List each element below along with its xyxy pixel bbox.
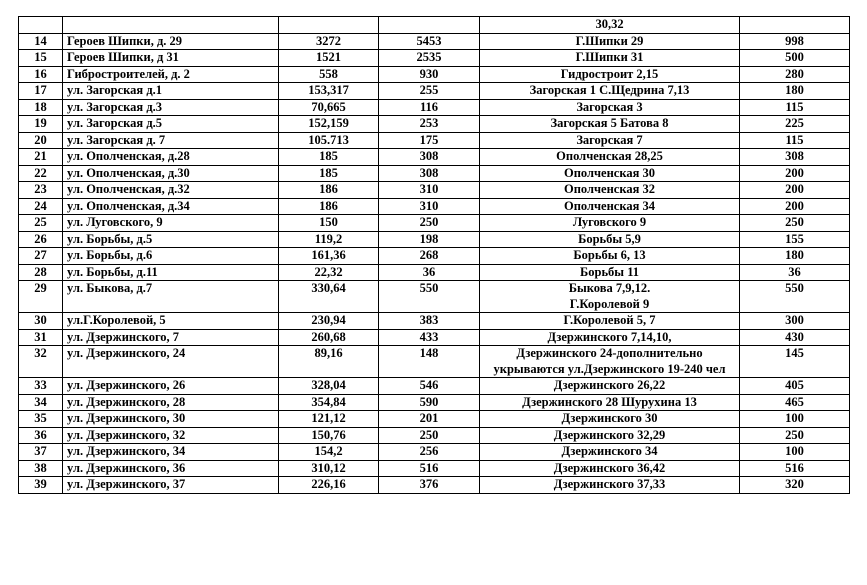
table-row	[19, 411, 850, 428]
table-row	[19, 477, 850, 494]
capacity-cell: 320	[740, 477, 850, 494]
capacity-cell: 200	[740, 198, 850, 215]
address-cell: ул. Борьбы, д.6	[63, 248, 279, 265]
residents-cell: 256	[379, 444, 480, 461]
shelter-cell: Борьбы 6, 13	[480, 248, 740, 265]
area-cell: 1521	[279, 50, 379, 67]
residents-cell: 546	[379, 378, 480, 395]
residents-cell: 383	[379, 313, 480, 330]
capacity-cell: 430	[740, 329, 850, 346]
address-cell: ул. Ополченская, д.34	[63, 198, 279, 215]
address-cell: ул. Дзержинского, 37	[63, 477, 279, 494]
shelter-cell: Ополченская 34	[480, 198, 740, 215]
area-cell: 150	[279, 215, 379, 232]
shelter-cell: Загорская 3	[480, 99, 740, 116]
shelter-cell: Г.Шипки 31	[480, 50, 740, 67]
area-cell: 89,16	[279, 346, 379, 378]
capacity-cell: 516	[740, 460, 850, 477]
row-number	[19, 17, 63, 34]
area-cell: 70,665	[279, 99, 379, 116]
residents-cell	[379, 17, 480, 34]
capacity-cell: 100	[740, 411, 850, 428]
row-number: 28	[19, 264, 63, 281]
residents-cell: 116	[379, 99, 480, 116]
address-cell: ул. Ополченская, д.30	[63, 165, 279, 182]
shelter-cell: Загорская 5 Батова 8	[480, 116, 740, 133]
area-cell: 328,04	[279, 378, 379, 395]
area-cell: 558	[279, 66, 379, 83]
row-number: 19	[19, 116, 63, 133]
capacity-cell: 145	[740, 346, 850, 378]
capacity-cell: 998	[740, 33, 850, 50]
shelter-cell: Дзержинского 30	[480, 411, 740, 428]
row-number: 23	[19, 182, 63, 199]
area-cell: 154,2	[279, 444, 379, 461]
address-cell: ул. Борьбы, д.11	[63, 264, 279, 281]
residents-cell: 36	[379, 264, 480, 281]
residents-cell: 516	[379, 460, 480, 477]
capacity-cell: 225	[740, 116, 850, 133]
row-number: 17	[19, 83, 63, 100]
table-row	[19, 394, 850, 411]
residents-cell: 590	[379, 394, 480, 411]
row-number: 33	[19, 378, 63, 395]
area-cell: 186	[279, 198, 379, 215]
row-number: 30	[19, 313, 63, 330]
capacity-cell: 280	[740, 66, 850, 83]
row-number: 16	[19, 66, 63, 83]
capacity-cell: 115	[740, 99, 850, 116]
residents-cell: 2535	[379, 50, 480, 67]
area-cell: 3272	[279, 33, 379, 50]
row-number: 32	[19, 346, 63, 378]
row-number: 15	[19, 50, 63, 67]
area-cell: 185	[279, 165, 379, 182]
row-number: 34	[19, 394, 63, 411]
row-number: 27	[19, 248, 63, 265]
residents-cell: 268	[379, 248, 480, 265]
address-cell: ул. Дзержинского, 26	[63, 378, 279, 395]
address-cell: ул. Ополченская, д.28	[63, 149, 279, 166]
shelter-cell: Дзержинского 34	[480, 444, 740, 461]
shelter-cell: Дзержинского 24-дополнительно укрываются ул.Дзержинского 19-240 чел	[480, 346, 740, 378]
residents-cell: 198	[379, 231, 480, 248]
capacity-cell: 308	[740, 149, 850, 166]
table-row	[19, 313, 850, 330]
table-row	[19, 116, 850, 133]
shelter-cell: Борьбы 11	[480, 264, 740, 281]
address-cell: Героев Шипки, д 31	[63, 50, 279, 67]
shelter-cell: Дзержинского 32,29	[480, 427, 740, 444]
area-cell: 330,64	[279, 281, 379, 313]
address-cell: ул. Борьбы, д.5	[63, 231, 279, 248]
shelter-cell: Быкова 7,9,12. Г.Королевой 9	[480, 281, 740, 313]
table-row	[19, 427, 850, 444]
shelter-table	[18, 16, 850, 494]
shelter-cell: Дзержинского 36,42	[480, 460, 740, 477]
area-cell	[279, 17, 379, 34]
document-sheet	[18, 16, 850, 494]
row-number: 36	[19, 427, 63, 444]
address-cell: ул. Дзержинского, 28	[63, 394, 279, 411]
residents-cell: 930	[379, 66, 480, 83]
table-row	[19, 215, 850, 232]
table-row	[19, 33, 850, 50]
shelter-cell: Загорская 7	[480, 132, 740, 149]
address-cell: ул. Ополченская, д.32	[63, 182, 279, 199]
residents-cell: 250	[379, 215, 480, 232]
shelter-cell: Борьбы 5,9	[480, 231, 740, 248]
residents-cell: 255	[379, 83, 480, 100]
table-row	[19, 346, 850, 378]
table-row	[19, 66, 850, 83]
capacity-cell	[740, 17, 850, 34]
table-row	[19, 182, 850, 199]
capacity-cell: 465	[740, 394, 850, 411]
address-cell	[63, 17, 279, 34]
shelter-cell: Дзержинского 26,22	[480, 378, 740, 395]
area-cell: 226,16	[279, 477, 379, 494]
row-number: 21	[19, 149, 63, 166]
table-row	[19, 231, 850, 248]
capacity-cell: 200	[740, 165, 850, 182]
residents-cell: 310	[379, 182, 480, 199]
residents-cell: 308	[379, 149, 480, 166]
address-cell: ул. Дзержинского, 24	[63, 346, 279, 378]
address-cell: ул. Дзержинского, 7	[63, 329, 279, 346]
address-cell: ул. Загорская д.5	[63, 116, 279, 133]
shelter-cell: Дзержинского 7,14,10,	[480, 329, 740, 346]
shelter-cell: Гидростроит 2,15	[480, 66, 740, 83]
table-row	[19, 50, 850, 67]
area-cell: 119,2	[279, 231, 379, 248]
address-cell: ул. Луговского, 9	[63, 215, 279, 232]
address-cell: ул. Загорская д. 7	[63, 132, 279, 149]
shelter-cell: Ополченская 32	[480, 182, 740, 199]
table-row	[19, 17, 850, 34]
area-cell: 185	[279, 149, 379, 166]
row-number: 25	[19, 215, 63, 232]
capacity-cell: 36	[740, 264, 850, 281]
capacity-cell: 405	[740, 378, 850, 395]
capacity-cell: 200	[740, 182, 850, 199]
table-row	[19, 378, 850, 395]
address-cell: Гибростроителей, д. 2	[63, 66, 279, 83]
address-cell: ул. Дзержинского, 34	[63, 444, 279, 461]
address-cell: ул. Быкова, д.7	[63, 281, 279, 313]
capacity-cell: 250	[740, 215, 850, 232]
area-cell: 186	[279, 182, 379, 199]
residents-cell: 310	[379, 198, 480, 215]
row-number: 20	[19, 132, 63, 149]
capacity-cell: 115	[740, 132, 850, 149]
residents-cell: 175	[379, 132, 480, 149]
table-row	[19, 264, 850, 281]
address-cell: ул. Дзержинского, 32	[63, 427, 279, 444]
table-row	[19, 281, 850, 313]
row-number: 37	[19, 444, 63, 461]
row-number: 38	[19, 460, 63, 477]
residents-cell: 376	[379, 477, 480, 494]
shelter-cell: Ополченская 30	[480, 165, 740, 182]
area-cell: 260,68	[279, 329, 379, 346]
capacity-cell: 155	[740, 231, 850, 248]
capacity-cell: 300	[740, 313, 850, 330]
address-cell: ул. Загорская д.3	[63, 99, 279, 116]
area-cell: 230,94	[279, 313, 379, 330]
capacity-cell: 550	[740, 281, 850, 313]
table-row	[19, 329, 850, 346]
area-cell: 310,12	[279, 460, 379, 477]
shelter-cell: Г.Королевой 5, 7	[480, 313, 740, 330]
capacity-cell: 100	[740, 444, 850, 461]
area-cell: 22,32	[279, 264, 379, 281]
table-row	[19, 83, 850, 100]
residents-cell: 148	[379, 346, 480, 378]
shelter-cell: Дзержинского 28 Шурухина 13	[480, 394, 740, 411]
shelter-cell: 30,32	[480, 17, 740, 34]
residents-cell: 253	[379, 116, 480, 133]
capacity-cell: 180	[740, 248, 850, 265]
table-body	[19, 17, 850, 494]
address-cell: ул. Загорская д.1	[63, 83, 279, 100]
area-cell: 161,36	[279, 248, 379, 265]
shelter-cell: Ополченская 28,25	[480, 149, 740, 166]
row-number: 24	[19, 198, 63, 215]
table-row	[19, 444, 850, 461]
area-cell: 150,76	[279, 427, 379, 444]
row-number: 31	[19, 329, 63, 346]
capacity-cell: 250	[740, 427, 850, 444]
table-row	[19, 165, 850, 182]
address-cell: ул. Дзержинского, 36	[63, 460, 279, 477]
table-row	[19, 99, 850, 116]
row-number: 22	[19, 165, 63, 182]
table-row	[19, 248, 850, 265]
area-cell: 105.713	[279, 132, 379, 149]
row-number: 18	[19, 99, 63, 116]
residents-cell: 550	[379, 281, 480, 313]
table-row	[19, 460, 850, 477]
shelter-cell: Загорская 1 С.Щедрина 7,13	[480, 83, 740, 100]
table-row	[19, 198, 850, 215]
table-row	[19, 132, 850, 149]
area-cell: 121,12	[279, 411, 379, 428]
row-number: 14	[19, 33, 63, 50]
row-number: 35	[19, 411, 63, 428]
residents-cell: 5453	[379, 33, 480, 50]
row-number: 26	[19, 231, 63, 248]
row-number: 39	[19, 477, 63, 494]
capacity-cell: 500	[740, 50, 850, 67]
residents-cell: 250	[379, 427, 480, 444]
address-cell: ул.Г.Королевой, 5	[63, 313, 279, 330]
residents-cell: 433	[379, 329, 480, 346]
table-row	[19, 149, 850, 166]
address-cell: ул. Дзержинского, 30	[63, 411, 279, 428]
residents-cell: 308	[379, 165, 480, 182]
shelter-cell: Дзержинского 37,33	[480, 477, 740, 494]
address-cell: Героев Шипки, д. 29	[63, 33, 279, 50]
capacity-cell: 180	[740, 83, 850, 100]
row-number: 29	[19, 281, 63, 313]
shelter-cell: Луговского 9	[480, 215, 740, 232]
area-cell: 152,159	[279, 116, 379, 133]
area-cell: 153,317	[279, 83, 379, 100]
shelter-cell: Г.Шипки 29	[480, 33, 740, 50]
area-cell: 354,84	[279, 394, 379, 411]
residents-cell: 201	[379, 411, 480, 428]
